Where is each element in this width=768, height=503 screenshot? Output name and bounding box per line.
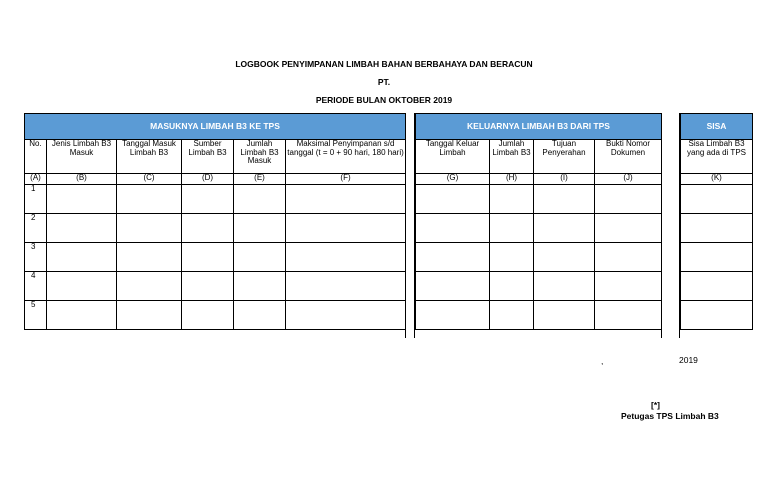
cell[interactable]	[416, 214, 490, 243]
cell[interactable]	[416, 185, 490, 214]
row-number: 3	[25, 243, 47, 272]
letter-g: (G)	[416, 174, 490, 185]
cell[interactable]	[182, 243, 234, 272]
col-no: No.	[25, 140, 47, 174]
cell[interactable]	[117, 214, 182, 243]
cell[interactable]	[534, 185, 595, 214]
cell[interactable]	[47, 214, 117, 243]
letter-j: (J)	[595, 174, 662, 185]
col-tanggal-keluar: Tanggal Keluar Limbah	[416, 140, 490, 174]
cell[interactable]	[490, 243, 534, 272]
row-number: 2	[25, 214, 47, 243]
cell[interactable]	[490, 301, 534, 330]
signer-title: Petugas TPS Limbah B3	[621, 411, 719, 421]
row-number: 1	[25, 185, 47, 214]
col-jenis: Jenis Limbah B3 Masuk	[47, 140, 117, 174]
cell[interactable]	[490, 272, 534, 301]
col-tanggal-masuk: Tanggal Masuk Limbah B3	[117, 140, 182, 174]
table-row	[25, 243, 406, 272]
signer-name-placeholder: [*]	[651, 400, 660, 410]
row-number: 5	[25, 301, 47, 330]
cell[interactable]	[534, 301, 595, 330]
letter-c: (C)	[117, 174, 182, 185]
col-jumlah-masuk: Jumlah Limbah B3 Masuk	[234, 140, 286, 174]
table-row	[416, 243, 662, 272]
column-divider	[405, 113, 415, 338]
cell[interactable]	[47, 301, 117, 330]
table-row	[416, 185, 662, 214]
cell[interactable]	[595, 214, 662, 243]
letter-e: (E)	[234, 174, 286, 185]
table-row	[416, 272, 662, 301]
signature-year: 2019	[679, 355, 698, 365]
cell[interactable]	[117, 243, 182, 272]
cell[interactable]	[234, 185, 286, 214]
cell[interactable]	[117, 185, 182, 214]
table-row	[416, 214, 662, 243]
cell[interactable]	[117, 272, 182, 301]
letter-b: (B)	[47, 174, 117, 185]
cell[interactable]	[681, 243, 753, 272]
cell[interactable]	[595, 243, 662, 272]
col-bukti: Bukti Nomor Dokumen	[595, 140, 662, 174]
table-row	[25, 301, 406, 330]
col-jumlah-keluar: Jumlah Limbah B3	[490, 140, 534, 174]
table-row	[416, 301, 662, 330]
cell[interactable]	[534, 272, 595, 301]
cell[interactable]	[595, 272, 662, 301]
letter-d: (D)	[182, 174, 234, 185]
table-row	[25, 185, 406, 214]
company-name: PT.	[377, 77, 391, 87]
table-row	[25, 272, 406, 301]
table-row	[681, 301, 753, 330]
table-masuk	[24, 113, 406, 330]
letter-k: (K)	[681, 174, 753, 185]
col-sisa-limbah: Sisa Limbah B3 yang ada di TPS	[681, 140, 753, 174]
cell[interactable]	[416, 272, 490, 301]
letter-f: (F)	[286, 174, 406, 185]
document-title: LOGBOOK PENYIMPANAN LIMBAH BAHAN BERBAHAYA DAN BERACUN	[235, 59, 533, 69]
cell[interactable]	[490, 185, 534, 214]
table-row	[681, 272, 753, 301]
period-title: PERIODE BULAN OKTOBER 2019	[315, 95, 453, 105]
col-maksimal: Maksimal Penyimpanan s/d tanggal (t = 0 + 90 hari, 180 hari)	[286, 140, 406, 174]
col-tujuan: Tujuan Penyerahan	[534, 140, 595, 174]
cell[interactable]	[182, 272, 234, 301]
cell[interactable]	[286, 185, 406, 214]
table-row	[681, 243, 753, 272]
table-sisa	[680, 113, 753, 330]
cell[interactable]	[416, 301, 490, 330]
table-row	[681, 185, 753, 214]
cell[interactable]	[234, 214, 286, 243]
cell[interactable]	[286, 214, 406, 243]
col-sumber: Sumber Limbah B3	[182, 140, 234, 174]
cell[interactable]	[490, 214, 534, 243]
cell[interactable]	[286, 301, 406, 330]
table-row	[681, 214, 753, 243]
cell[interactable]	[47, 243, 117, 272]
letter-h: (H)	[490, 174, 534, 185]
place-comma: ,	[601, 356, 604, 366]
letter-i: (I)	[534, 174, 595, 185]
cell[interactable]	[681, 272, 753, 301]
cell[interactable]	[681, 185, 753, 214]
cell[interactable]	[286, 272, 406, 301]
cell[interactable]	[182, 185, 234, 214]
cell[interactable]	[182, 301, 234, 330]
section-header-keluar: KELUARNYA LIMBAH B3 DARI TPS	[416, 114, 662, 140]
column-divider	[661, 113, 680, 338]
cell[interactable]	[182, 214, 234, 243]
letter-a: (A)	[25, 174, 47, 185]
cell[interactable]	[117, 301, 182, 330]
cell[interactable]	[47, 272, 117, 301]
cell[interactable]	[681, 214, 753, 243]
cell[interactable]	[234, 301, 286, 330]
cell[interactable]	[681, 301, 753, 330]
cell[interactable]	[534, 243, 595, 272]
section-header-masuk: MASUKNYA LIMBAH B3 KE TPS	[25, 114, 406, 140]
table-row	[25, 214, 406, 243]
cell[interactable]	[286, 243, 406, 272]
cell[interactable]	[234, 272, 286, 301]
section-header-sisa: SISA	[681, 114, 753, 140]
row-number: 4	[25, 272, 47, 301]
cell[interactable]	[416, 243, 490, 272]
cell[interactable]	[234, 243, 286, 272]
table-keluar	[415, 113, 662, 330]
cell[interactable]	[595, 301, 662, 330]
cell[interactable]	[595, 185, 662, 214]
cell[interactable]	[534, 214, 595, 243]
cell[interactable]	[47, 185, 117, 214]
